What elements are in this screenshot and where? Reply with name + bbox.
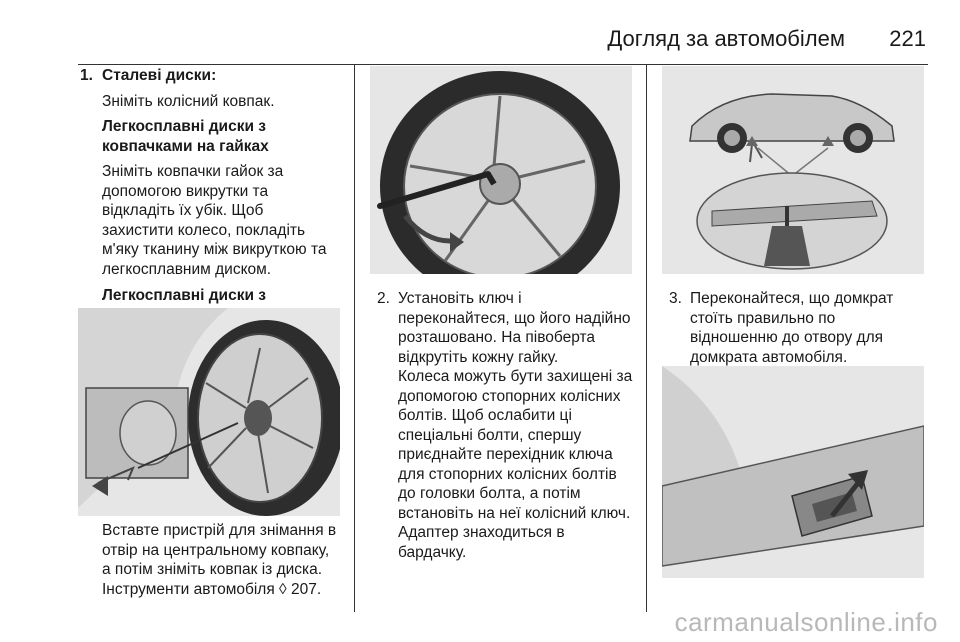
page-number: 221 <box>889 26 926 51</box>
header-divider <box>78 64 928 65</box>
step-number-1: 1. <box>80 67 93 84</box>
step-2-text: Установіть ключ і переконайтеся, що його надійно розташовано. На півоберта відкрутіть кожну гайку. <box>398 290 631 366</box>
figure-center-cap-removal <box>78 308 340 516</box>
column-divider-1 <box>354 64 355 612</box>
page-title: Догляд за автомобілем <box>607 26 845 51</box>
step-1-heading: Сталеві диски: <box>102 67 217 84</box>
subheading-center-cap: Легкосплавні диски з <box>102 287 267 304</box>
locking-bolts-text: Колеса можуть бути захищені за допомогою стопорних колісних болтів. Щоб ослабити ці спеціальні болти, спершу приєднайте перехідник ключа для стопорних колісних болтів до головки болта, а потім встановіть на неї колісний ключ. Адаптер знаходиться в бардачку. <box>398 368 633 561</box>
nut-caps-text: Зніміть ковпачки гайок за допомогою викрутки та відкладіть їх убік. Щоб захистити колесо, покладіть м'яку тканину між викруткою та легкосплавним диском. <box>102 163 327 278</box>
step-3-text: Переконайтеся, що домкрат стоїть правильно по відношенню до отвору для домкрата автомобіля. <box>690 290 894 366</box>
xref-page-link[interactable]: 207. <box>291 580 322 598</box>
figure-wheel-wrench <box>370 66 632 274</box>
xref-arrow-icon: ◊ <box>279 580 287 598</box>
step-1-text: Зніміть колісний ковпак. <box>102 93 275 110</box>
step-number-3: 3. <box>669 290 682 307</box>
figure-jack-points <box>662 66 924 274</box>
figure-jack-alignment <box>662 366 924 578</box>
step-number-2: 2. <box>377 290 390 307</box>
subheading-nut-caps: Легкосплавні диски з ковпачками на гайках <box>102 118 269 155</box>
watermark: carmanualsonline.info <box>674 607 938 637</box>
page-header <box>0 18 960 52</box>
figure-1-caption: Вставте пристрій для знімання в отвір на центральному ковпаку, а потім зніміть ковпак із диска. Інструменти автомобіля ◊ 207. <box>102 522 337 598</box>
column-divider-2 <box>646 64 647 612</box>
